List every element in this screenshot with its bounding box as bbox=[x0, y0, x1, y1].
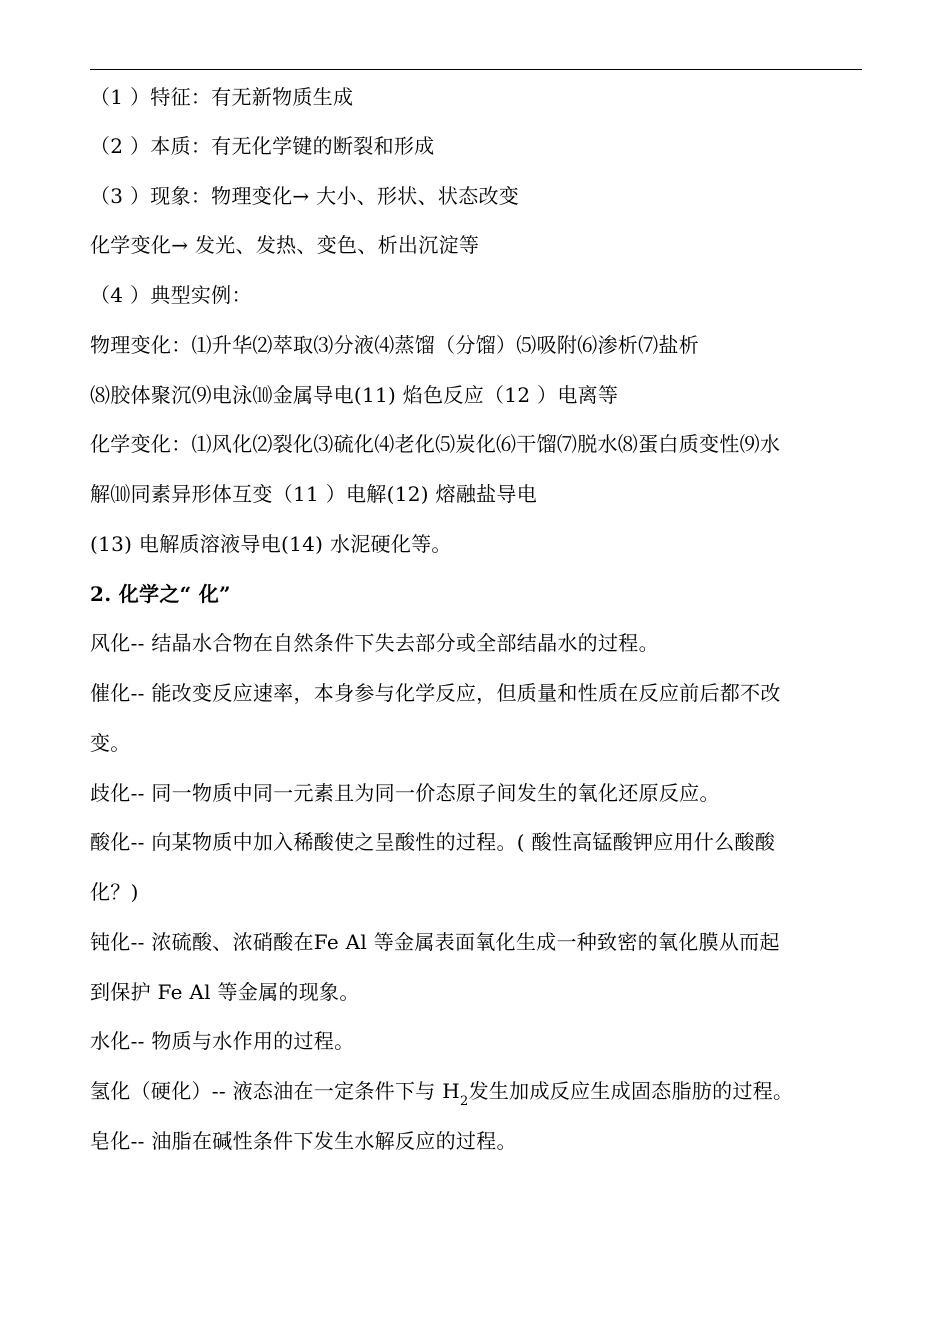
subscript-2: 2 bbox=[459, 1094, 469, 1109]
header-rule bbox=[90, 69, 862, 70]
hydrogenation-text-before: 氢化（硬化）-- 液态油在一定条件下与 H bbox=[90, 1079, 460, 1103]
text-line: （2 ）本质：有无化学键的断裂和形成 bbox=[90, 134, 435, 158]
text-line: 化？) bbox=[90, 880, 139, 904]
text-line: 催化-- 能改变反应速率，本身参与化学反应，但质量和性质在反应前后都不改 bbox=[90, 681, 781, 705]
section-heading: 2. 化学之“ 化” bbox=[90, 582, 231, 606]
text-line: 歧化-- 同一物质中同一元素且为同一价态原子间发生的氧化还原反应。 bbox=[90, 781, 720, 805]
text-line: 到保护 Fe Al 等金属的现象。 bbox=[90, 980, 360, 1004]
text-line: 解⑽同素异形体互变（11 ）电解(12) 熔融盐导电 bbox=[90, 482, 538, 506]
text-line: 化学变化：⑴风化⑵裂化⑶硫化⑷老化⑸炭化⑹干馏⑺脱水⑻蛋白质变性⑼水 bbox=[90, 432, 781, 456]
text-line: （4 ）典型实例： bbox=[90, 283, 252, 307]
text-line: 水化-- 物质与水作用的过程。 bbox=[90, 1029, 355, 1053]
text-line: 酸化-- 向某物质中加入稀酸使之呈酸性的过程。( 酸性高锰酸钾应用什么酸酸 bbox=[90, 830, 776, 854]
text-line: 钝化-- 浓硫酸、浓硝酸在Fe Al 等金属表面氧化生成一种致密的氧化膜从而起 bbox=[90, 930, 780, 954]
hydrogenation-text-after: 发生加成反应生成固态脂肪的过程。 bbox=[468, 1079, 794, 1103]
text-line: ⑻胶体聚沉⑼电泳⑽金属导电(11) 焰色反应（12 ）电离等 bbox=[90, 383, 619, 407]
text-line: 变。 bbox=[90, 731, 131, 755]
text-line: 风化-- 结晶水合物在自然条件下失去部分或全部结晶水的过程。 bbox=[90, 631, 659, 655]
text-line-hydrogenation bbox=[90, 1076, 870, 1109]
text-line: 化学变化→ 发光、发热、变色、析出沉淀等 bbox=[90, 233, 480, 257]
text-line: （3 ）现象：物理变化→ 大小、形状、状态改变 bbox=[90, 184, 520, 208]
text-line: 皂化-- 油脂在碱性条件下发生水解反应的过程。 bbox=[90, 1129, 517, 1153]
text-line: (13) 电解质溶液导电(14) 水泥硬化等。 bbox=[90, 532, 452, 556]
text-line: 物理变化：⑴升华⑵萃取⑶分液⑷蒸馏（分馏）⑸吸附⑹渗析⑺盐析 bbox=[90, 333, 699, 357]
text-line: （1 ）特征：有无新物质生成 bbox=[90, 85, 354, 109]
